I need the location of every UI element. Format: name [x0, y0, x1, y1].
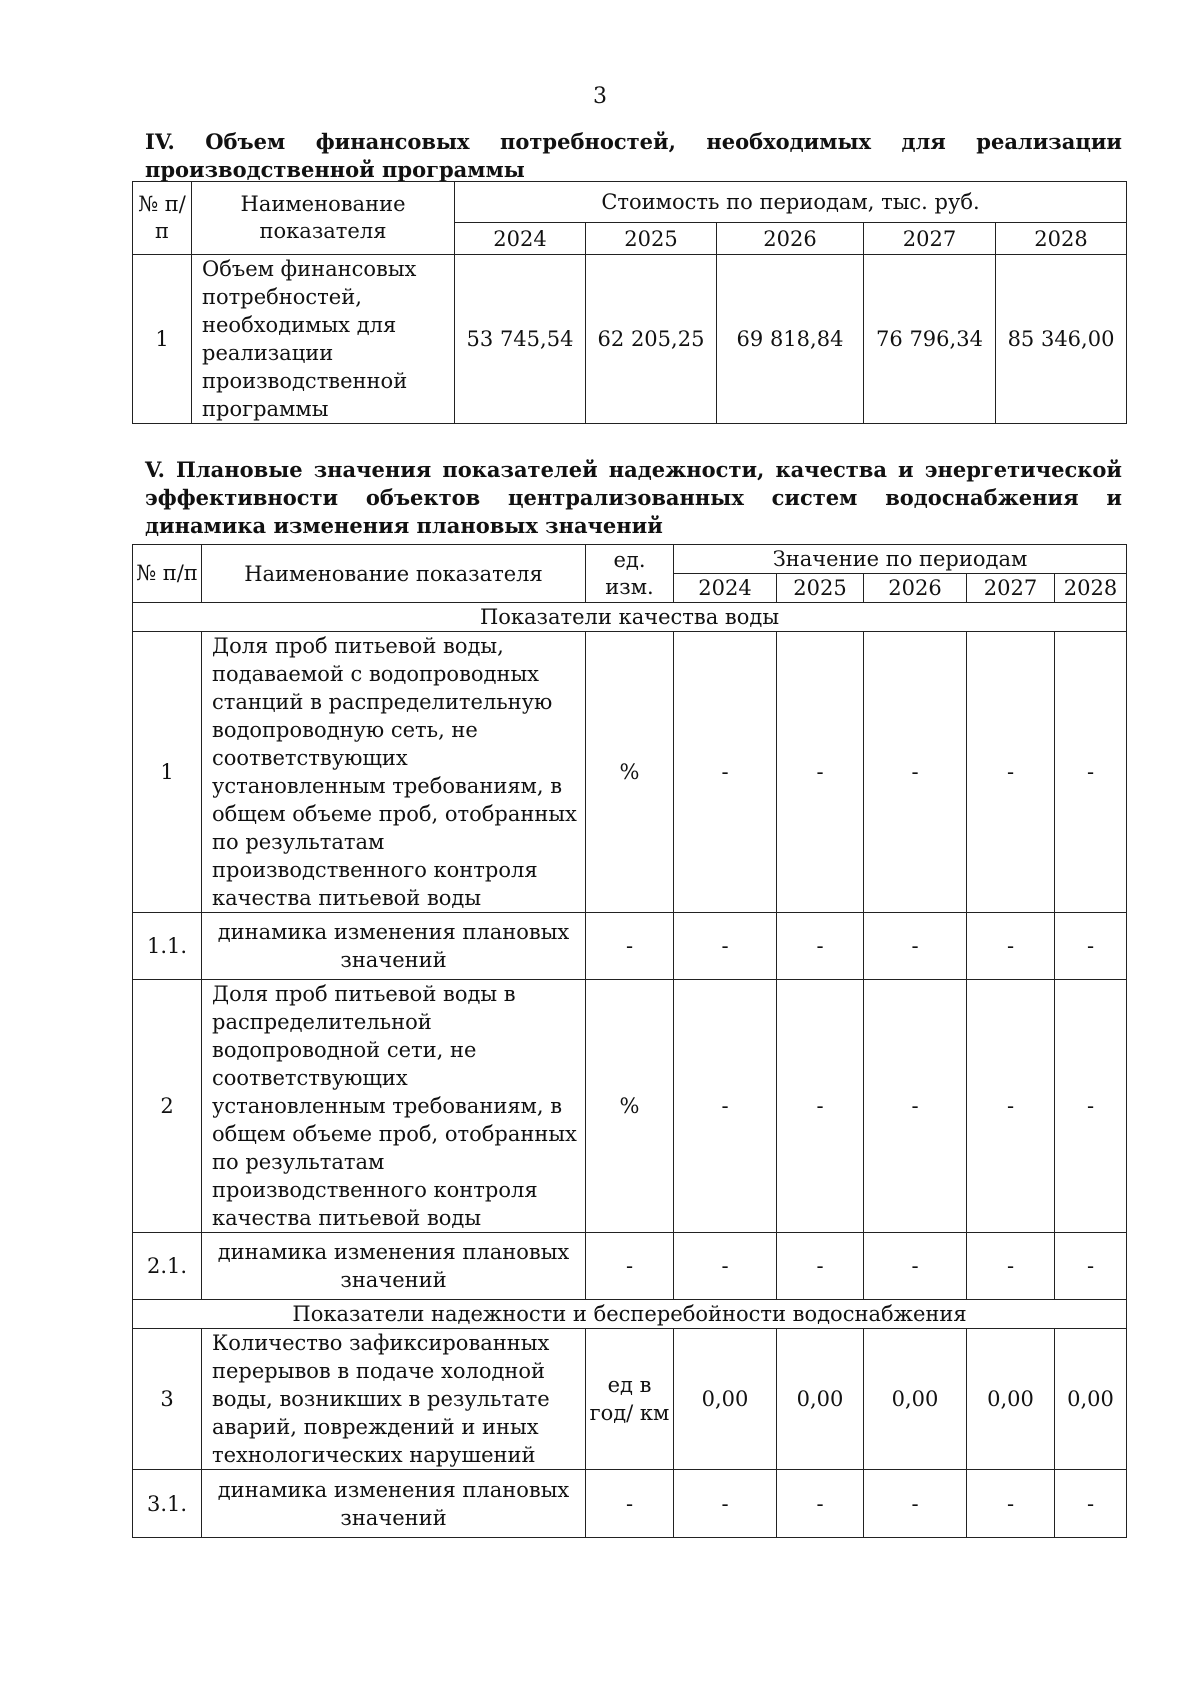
- row-name: Объем финансовых потребностей, необходимых для реализации производственной программы: [192, 255, 455, 424]
- table-row: [133, 1233, 1127, 1300]
- value-cell: -: [967, 632, 1055, 913]
- value-cell: -: [967, 1233, 1055, 1300]
- table-row: [133, 632, 1127, 913]
- value-cell: -: [674, 632, 777, 913]
- value-cell: -: [777, 980, 864, 1233]
- table-row: [133, 255, 1127, 424]
- row-num: 1: [133, 632, 202, 913]
- row-num: 2.1.: [133, 1233, 202, 1300]
- value-cell: -: [967, 1470, 1055, 1538]
- col-header-num: № п/п: [133, 182, 192, 255]
- value-cell: -: [864, 913, 967, 980]
- group-header-water-quality: Показатели качества воды: [133, 603, 1127, 632]
- col-header-cost: Стоимость по периодам, тыс. руб.: [455, 182, 1127, 223]
- value-cell: -: [864, 1470, 967, 1538]
- row-num: 3: [133, 1329, 202, 1470]
- col-header-name: Наименование показателя: [192, 182, 455, 255]
- value-cell: -: [1055, 980, 1127, 1233]
- col-header-num: № п/п: [133, 545, 202, 603]
- value-cell: -: [1055, 1470, 1127, 1538]
- row-name: динамика изменения плановых значений: [202, 1470, 586, 1538]
- value-cell: 0,00: [864, 1329, 967, 1470]
- year-header: 2026: [717, 223, 864, 255]
- value-cell: -: [967, 913, 1055, 980]
- value-cell: -: [674, 913, 777, 980]
- row-name: динамика изменения плановых значений: [202, 1233, 586, 1300]
- value-cell: -: [967, 980, 1055, 1233]
- table-row: [133, 1329, 1127, 1470]
- value-cell: 0,00: [777, 1329, 864, 1470]
- group-header-reliability: Показатели надежности и бесперебойности водоснабжения: [133, 1300, 1127, 1329]
- value-cell: 53 745,54: [455, 255, 586, 424]
- year-header: 2024: [455, 223, 586, 255]
- year-header: 2028: [1055, 574, 1127, 603]
- unit-cell: %: [586, 980, 674, 1233]
- value-cell: -: [1055, 913, 1127, 980]
- value-cell: 0,00: [674, 1329, 777, 1470]
- unit-cell: ед в год/ км: [586, 1329, 674, 1470]
- year-header: 2026: [864, 574, 967, 603]
- value-cell: 62 205,25: [586, 255, 717, 424]
- row-num: 1.1.: [133, 913, 202, 980]
- year-header: 2024: [674, 574, 777, 603]
- row-name: Количество зафиксированных перерывов в подаче холодной воды, возникших в результате аварий, повреждений и иных технологических нарушений: [202, 1329, 586, 1470]
- year-header: 2027: [967, 574, 1055, 603]
- value-cell: 0,00: [1055, 1329, 1127, 1470]
- year-header: 2027: [864, 223, 996, 255]
- value-cell: 0,00: [967, 1329, 1055, 1470]
- row-num: 1: [133, 255, 192, 424]
- table-row: [133, 980, 1127, 1233]
- value-cell: -: [777, 1233, 864, 1300]
- section-5-title: V. Плановые значения показателей надежности, качества и энергетической эффективности объектов централизованных систем водоснабжения и динамика изменения плановых значений: [145, 457, 1122, 538]
- year-header: 2025: [777, 574, 864, 603]
- value-cell: -: [674, 1470, 777, 1538]
- value-cell: -: [1055, 632, 1127, 913]
- value-cell: 76 796,34: [864, 255, 996, 424]
- row-name: динамика изменения плановых значений: [202, 913, 586, 980]
- value-cell: -: [864, 980, 967, 1233]
- row-name: Доля проб питьевой воды в распределительной водопроводной сети, не соответствующих установленным требованиям, в общем объеме проб, отобранных по результатам производственного контроля качества питьевой воды: [202, 980, 586, 1233]
- value-cell: -: [1055, 1233, 1127, 1300]
- value-cell: 85 346,00: [996, 255, 1127, 424]
- value-cell: -: [674, 980, 777, 1233]
- unit-cell: -: [586, 1233, 674, 1300]
- unit-cell: %: [586, 632, 674, 913]
- financial-needs-table: [132, 181, 1127, 424]
- value-cell: -: [674, 1233, 777, 1300]
- value-cell: -: [864, 632, 967, 913]
- unit-cell: -: [586, 913, 674, 980]
- row-name: Доля проб питьевой воды, подаваемой с водопроводных станций в распределительную водопроводную сеть, не соответствующих установленным требованиям, в общем объеме проб, отобранных по результатам производственного контроля качества питьевой воды: [202, 632, 586, 913]
- table-row: [133, 913, 1127, 980]
- col-header-period: Значение по периодам: [674, 545, 1127, 574]
- value-cell: -: [777, 632, 864, 913]
- value-cell: -: [777, 913, 864, 980]
- col-header-unit: ед. изм.: [586, 545, 674, 603]
- page-number: 3: [593, 84, 607, 109]
- row-num: 2: [133, 980, 202, 1233]
- row-num: 3.1.: [133, 1470, 202, 1538]
- col-header-name: Наименование показателя: [202, 545, 586, 603]
- section-4-title: IV. Объем финансовых потребностей, необходимых для реализации производственной программы: [145, 129, 1122, 182]
- table-row: [133, 1470, 1127, 1538]
- value-cell: -: [777, 1470, 864, 1538]
- value-cell: 69 818,84: [717, 255, 864, 424]
- performance-indicators-table: [132, 544, 1127, 1538]
- value-cell: -: [864, 1233, 967, 1300]
- year-header: 2028: [996, 223, 1127, 255]
- year-header: 2025: [586, 223, 717, 255]
- unit-cell: -: [586, 1470, 674, 1538]
